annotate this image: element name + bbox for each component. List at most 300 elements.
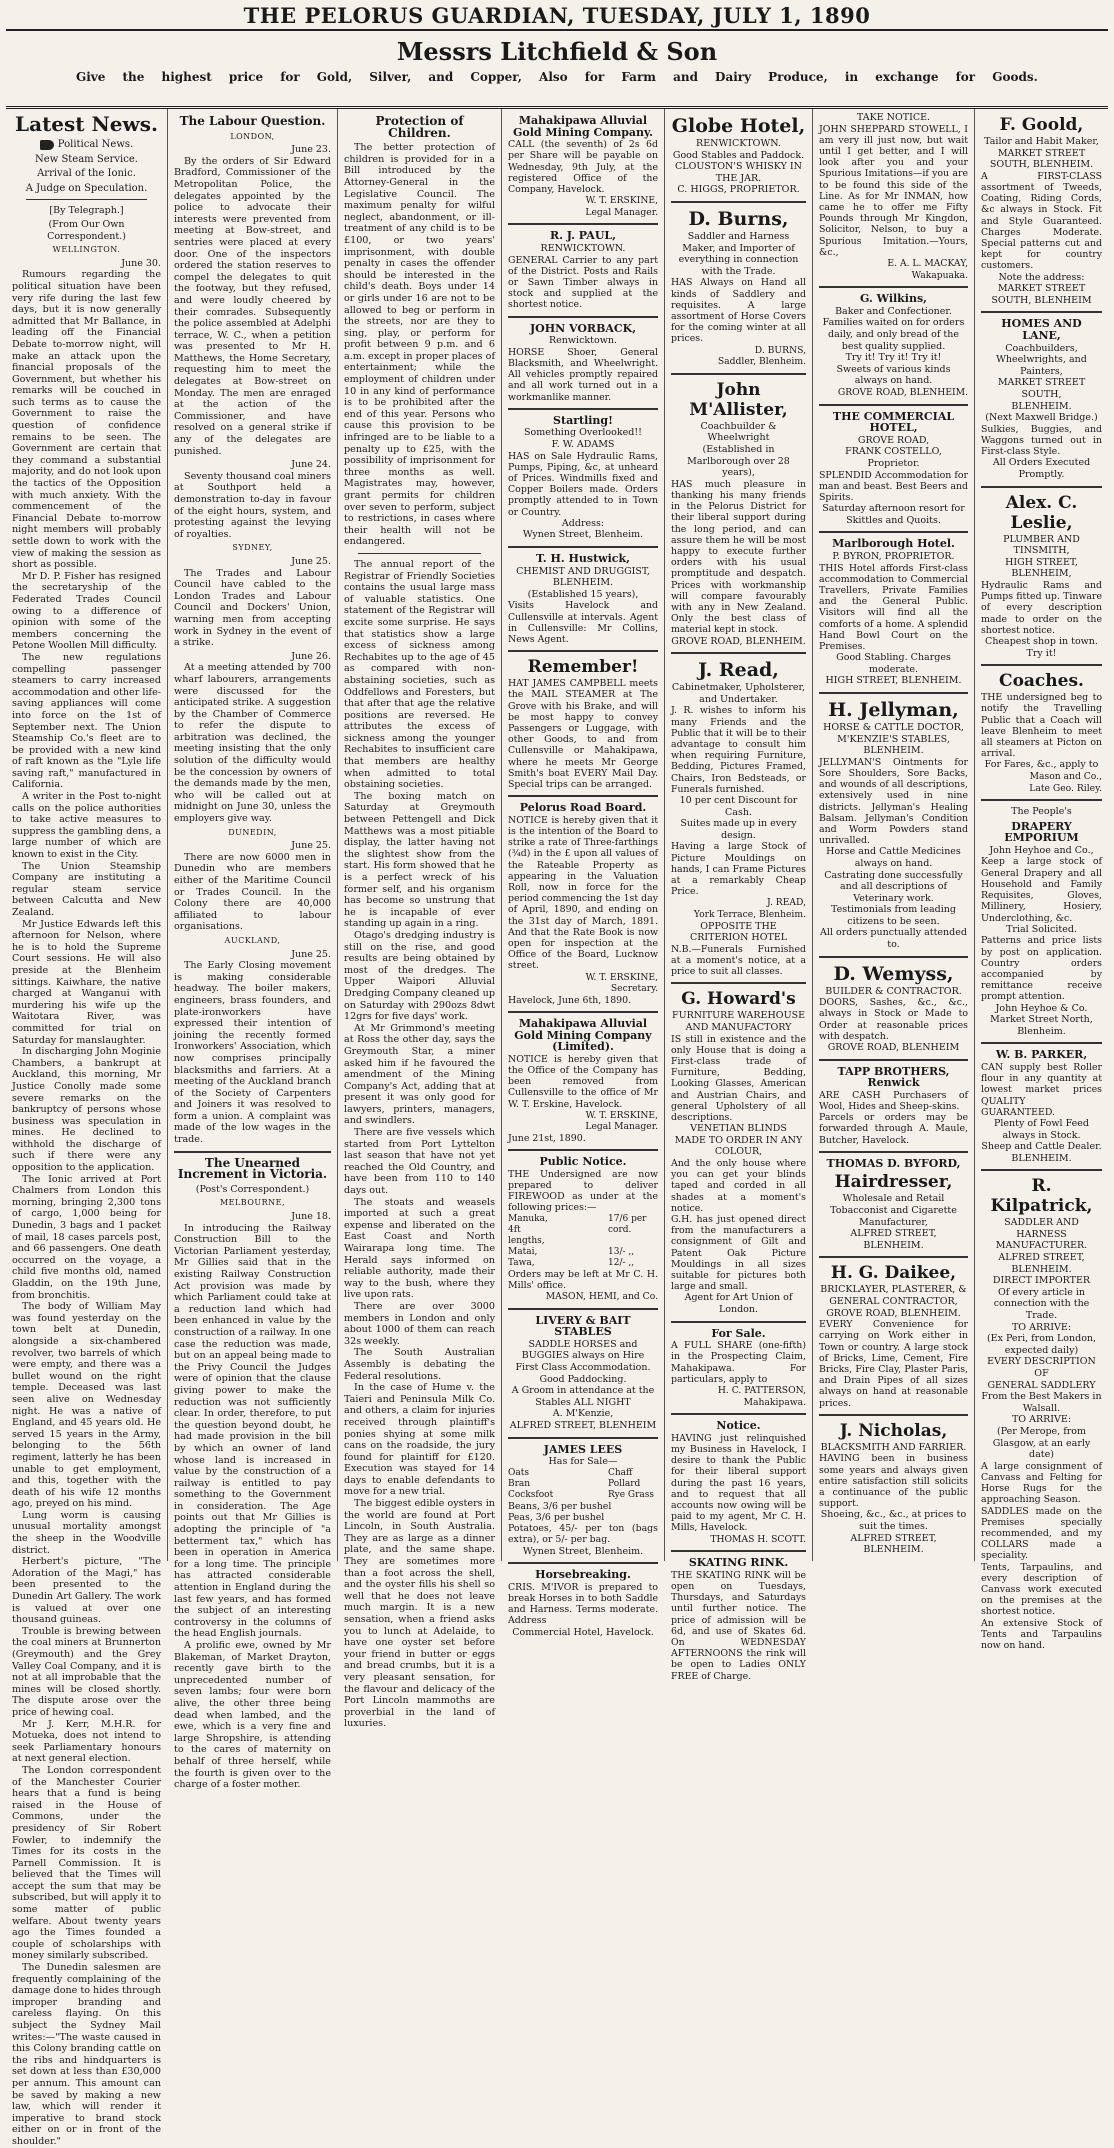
byline: [By Telegraph.]	[49, 205, 124, 217]
ad-title: Globe Hotel,	[671, 115, 806, 137]
ad-subtitle: SADDLER AND HARNESS MANUFACTURER.	[995, 1217, 1088, 1252]
ad-signature: W. T. ERSKINE,	[585, 1109, 658, 1121]
price-value: 12/- ,,	[608, 1257, 635, 1268]
ad-line: Testimonials from leading citizens to be seen.	[831, 904, 956, 927]
ad-line: A Groom in attendance at the Stables ALL NIGHT	[511, 1385, 655, 1408]
ad-text: CALL (the seventh) of 2s 6d per Share will be payable on Wednesday, 9th July, at the registered Office of the Company, Havelock.	[508, 139, 658, 195]
ad-established: (Established in Marlborough over 28 years),	[687, 443, 790, 479]
article-paragraph: Otago's dredging industry is still on the rise, and good results are being obtained by most of the dredges. The Upper Waipori Alluvial Dredging Company cleaned up on Saturday with 290ozs 8dwt 12grs for five days' work.	[344, 929, 495, 1023]
divider	[508, 316, 658, 318]
banner-word: highest	[161, 70, 212, 84]
article-paragraph: At Mr Grimmond's meeting at Ross the other day, says the Greymouth Star, a miner asked him if he favoured the amendment of the Mining Company's Act, adding that at present it was only good for lawyers, printers, managers, and swindlers.	[344, 1022, 495, 1127]
ad-line: Sweets of various kinds always on hand.	[836, 363, 951, 387]
ad-text: NOTICE is hereby given that the Office of the Company has been removed from Cullensville to the office of Mr W. T. Erskine, Havelock.	[508, 1053, 658, 1110]
ad-title: John M'Allister,	[689, 379, 788, 420]
produce-item: Bran	[508, 1478, 531, 1489]
ad-line: Note the address:	[998, 271, 1085, 283]
section-title: Protection of Children.	[375, 114, 464, 140]
divider	[508, 1437, 658, 1439]
ad-subtitle: GROVE ROAD,	[857, 434, 930, 446]
ad-text: Having a large Stock of Picture Mouldings on hands, I can Frame Pictures at a remarkably Cheap Price.	[671, 841, 806, 898]
produce-item: Cocksfoot	[508, 1489, 554, 1500]
dateline-date: June 18.	[291, 1211, 331, 1223]
ad-proprietor: FRANK COSTELLO, Proprietor.	[845, 446, 942, 469]
produce-item: Chaff	[608, 1467, 633, 1478]
divider	[819, 692, 968, 694]
litchfield-banner-ad	[6, 31, 1108, 109]
ad-line: OF	[1034, 1368, 1049, 1379]
ad-title: T. H. Hustwick,	[536, 551, 630, 565]
ad-signature: Mahakipawa.	[743, 1396, 806, 1408]
ad-street: ALFRED STREET, BLENHEIM	[509, 1419, 657, 1431]
banner-word: and	[673, 70, 698, 84]
produce-item: Pollard	[608, 1478, 641, 1489]
ad-subtitle: Cabinetmaker, Upholsterer, and Undertaker.	[671, 682, 806, 705]
ad-line: EVERY DESCRIPTION	[987, 1356, 1096, 1368]
divider	[508, 546, 658, 548]
ad-line: Of every article in connection with the Trade.	[993, 1286, 1090, 1322]
ad-line: Good Stables and Paddock.	[672, 149, 805, 161]
ad-title: R. Kilpatrick,	[990, 1176, 1093, 1217]
ad-text: Tents, Tarpaulins, and every description of Canvass work executed on the premises at the shortest notice.	[981, 1561, 1102, 1618]
banner-tagline	[6, 66, 1108, 84]
banner-word: and	[428, 70, 454, 84]
ad-line: Tobacconist and Cigarette Manufacturer,	[830, 1205, 957, 1228]
ad-text: Visits Havelock and Cullensville at intervals. Agent in Cullensville: Mr Collins, News Agent.	[508, 600, 658, 645]
ad-title: D. Burns,	[688, 207, 789, 230]
ad-text: Hydraulic Rams and Pumps fitted up. Tinware of every description made to order on the shortest notice.	[981, 579, 1102, 636]
ad-title: G. Wilkins,	[860, 292, 927, 306]
ad-text: DOORS, Sashes, &c., &c., always in Stock or Made to Order at reasonable prices with despatch.	[819, 997, 968, 1042]
ad-title: Alex. C. Leslie,	[1005, 492, 1078, 533]
article-paragraph: There are over 3000 members in London and only about 1000 of them can reach 32s weekly.	[344, 1300, 495, 1347]
divider	[819, 956, 968, 958]
ad-text: A FIRST-CLASS assortment of Tweeds, Coating, Riding Cords, &c always in Stock. Fit and Style Guaranteed. Charges Moderate. Special patterns cut and kept for country customers.	[981, 170, 1102, 272]
ad-text: HAVING just relinquished my Business in Havelock, I desire to thank the Public for their liberal support during the past 16 years, and to request that all accounts now owing will be paid to my agent, Mr C. H. Mills, Havelock.	[671, 1432, 806, 1534]
article-paragraph: There are now 6000 men in Dunedin who are members either of the Maritime Council or Trades Council. In the Colony there are 40,000 affiliated to labour organisations.	[174, 851, 331, 933]
section-title: The Unearned Increment in Victoria.	[177, 1155, 328, 1182]
dateline-place: MELBOURNE,	[219, 1198, 286, 1208]
ad-signature: John Heyhoe & Co.	[995, 1002, 1088, 1014]
article-paragraph: The Early Closing movement is making considerable headway. The boiler makers, engineers, brass founders, and plate-ironworkers have expressed their intention of joining the recently formed Ironworkers' Association, which now comprises principally blacksmiths and farriers. At a meeting of the Auckland branch of the Society of Carpenters and Joiners it was resolved to form a union. A complaint was made of the low wages in the trade.	[174, 960, 331, 1146]
price-value: 17/6 per cord.	[608, 1213, 647, 1235]
ad-subtitle: Coachbuilders, Wheelwrights, and Painters,	[996, 342, 1087, 377]
ad-signature: THOMAS H. SCOTT.	[710, 1533, 806, 1545]
divider	[671, 1321, 806, 1323]
ad-title: W. B. PARKER,	[995, 1048, 1088, 1062]
ad-place: BLENHEIM.	[552, 577, 614, 589]
ad-line: Wholesale and Retail	[842, 1193, 945, 1205]
article-paragraph: The body of William May was found yesterday on the town belt at Dunedin, alongside a six-chambered revolver, two barrels of which were empty, and there was a bullet wound on the right temple. Deceased was last seen alive on Wednesday night. He was a native of England, and 45 years old. He served 15 years in the Army, belonging to the 56th regiment, latterly he has been unable to get employment, and this, together with the death of his wife 12 months ago, preyed on his mind.	[12, 1301, 161, 1510]
ad-signature: H. C. PATTERSON,	[717, 1384, 806, 1396]
price-item: Matai,	[508, 1246, 538, 1257]
divider	[819, 1414, 968, 1416]
dateline-place: LONDON,	[230, 131, 275, 141]
firewood-price-list	[508, 1214, 658, 1269]
divider	[671, 373, 806, 375]
divider	[819, 286, 968, 288]
article-paragraph: The better protection of children is provided for in a Bill introduced by the Attorney-General in the Legislative Council. The maximum penalty for wilful neglect, abandonment, or ill-treatment of any child is to be £100, or two years' imprisonment, with double penalty in cases the offender should be interested in the child's death. Boys under 14 or girls under 16 are not to be allowed to beg or perform in the streets, nor are they to sing, play, or perform for profit between 9 p.m. and 6 a.m. except in proper places of entertainment; while the employment of children under 10 in any kind of performance is to be prohibited after the end of this year. Persons who cause this provision to be infringed are to be liable to a penalty up to £25, with the possibility of imprisonment for three months as well. Magistrates may, however, grant permits for children over seven to perform, subject to restrictions, in cases where their health will not be endangered.	[344, 142, 495, 548]
column-protection-of-children	[338, 109, 502, 1730]
ad-line: Saturday afternoon resort for Skittles and Quoits.	[822, 503, 965, 526]
ad-title: Notice.	[716, 1419, 761, 1433]
ad-text: THE undersigned beg to notify the Travelling Public that a Coach will leave Blenheim to meet all steamers at Picton on arrival.	[981, 692, 1102, 760]
ad-title: F. Goold,	[999, 115, 1084, 135]
ad-subtitle: Renwicktown.	[549, 335, 617, 347]
ad-title: Mahakipawa Alluvial Gold Mining Company (Limited).	[514, 1017, 652, 1054]
ad-established: (Established 15 years),	[527, 588, 639, 600]
ad-text: Patterns and price lists by post on application. Country orders accompanied by remittance receive prompt attention.	[981, 935, 1102, 1003]
banner-word: Silver,	[369, 70, 412, 84]
ad-note: (Next Maxwell Bridge.)	[985, 412, 1098, 424]
ad-text: HAVING been in business some years and always given entire satisfaction still solicits a continuance of the public support.	[819, 1453, 968, 1510]
dateline-date: June 26.	[291, 650, 331, 662]
ad-title: Horsebreaking.	[535, 1568, 631, 1582]
ad-line: Sheep and Cattle Dealer.	[981, 1141, 1102, 1153]
ad-subtitle: Baker and Confectioner.	[835, 305, 952, 317]
ad-signature: Legal Manager.	[585, 1121, 658, 1133]
ad-text: An extensive Stock of Tents and Tarpaulins now on hand.	[981, 1617, 1102, 1651]
divider	[671, 1413, 806, 1415]
ad-signature: W. T. ERSKINE,	[585, 971, 658, 983]
ad-street: ALFRED STREET, BLENHEIM.	[998, 1252, 1085, 1275]
banner-word: Gold,	[316, 70, 353, 84]
ad-signature: MASON, HEMI, and Co.	[545, 1291, 658, 1303]
article-paragraph: Trouble is brewing between the coal miners at Brunnerton (Greymouth) and the Grey Valley Coal Company, and it is not at all improbable that the mines will be closed shortly. The dispute arose over the price of hewing coal.	[12, 1625, 161, 1718]
ad-line: 10 per cent Discount for Cash.	[679, 794, 798, 818]
ad-text: THIS Hotel affords First-class accommodation to Commercial Travellers, Private Families and the General Public. Visitors will find all the comforts of a home. A splendid Hand Bowl Court on the Premises.	[819, 562, 968, 652]
ad-text: NOTICE is hereby given that it is the intention of the Board to strike a rate of Three-farthings (¾d) in the £ upon all values of the Rateable Property as appearing in the Valuation Roll, now in force for the period commencing the 1st day of April, 1890, and ending on the 31st day of March, 1891. And that the Rate Book is now open for inspection at the Office of the Board, Lucknow street.	[508, 814, 658, 972]
ad-street: MARKET STREET SOUTH,	[997, 377, 1086, 400]
ad-subtitle: DRAPERY EMPORIUM	[1004, 819, 1079, 845]
ad-name: A. M'Kenzie,	[552, 1408, 614, 1420]
banner-word: for	[955, 70, 976, 84]
article-paragraph: The annual report of the Registrar of Friendly Societies contains the usual large mass of valuable statistics. One statement of the Registrar will excite some surprise. He says that statistics show a large excess of sickness among Rechabites up to the age of 45 as compared with non-abstaining societies, such as Oddfellows and Foresters, but that after that age the relative positions are reversed. He attributes the excess of sickness among the younger Rechabites to insufficient care that members are healthy when admitted to total obstaining societies.	[344, 558, 495, 791]
ad-subtitle: RENWICKTOWN.	[540, 242, 626, 254]
ad-line: Peas, 3/6 per bushel	[508, 1511, 605, 1523]
price-item: Manuka, 4ft lengths,	[508, 1213, 548, 1246]
ad-signature: Secretary.	[610, 983, 658, 995]
article-paragraph: In the case of Hume v. the Taieri and Peninsula Milk Co. and others, a claim for injuries received through plaintiff's ponies shying at some milk cans on the roadside, the jury found for plaintiff for £120. Execution was stayed for 14 days to enable defendants to move for a new trial.	[344, 1382, 495, 1498]
divider	[981, 1169, 1102, 1171]
ad-address: Commercial Hotel, Havelock.	[512, 1626, 654, 1638]
divider	[671, 982, 806, 984]
divider	[819, 531, 968, 533]
ad-line: Potatoes, 45/- per ton (bags extra), or 5/- per bag.	[508, 1523, 658, 1546]
ad-text: Sulkies, Buggies, and Waggons turned out in First-class Style.	[981, 423, 1102, 458]
column-latest-news	[6, 109, 168, 2147]
ad-title: LIVERY & BAIT STABLES	[535, 1313, 631, 1339]
ad-name: F. W. ADAMS	[551, 438, 615, 450]
ad-text: HAT JAMES CAMPBELL meets the MAIL STEAMER at The Grove with his Brake, and will be most happy to convey Passengers or Luggage, with other Goods, to and from Cullensville or Mahakipawa, where he meets Mr George Smith's boat EVERY Mail Day. Special trips can be arranged.	[508, 678, 658, 790]
ad-title: R. J. PAUL,	[550, 229, 616, 243]
ad-line: Agent for Art Union of London.	[684, 1292, 793, 1315]
divider	[981, 311, 1102, 313]
ad-line: C. HIGGS, PROPRIETOR.	[677, 184, 800, 196]
ad-line: TO ARRIVE:	[1011, 1414, 1072, 1426]
ad-title: J. Read,	[698, 659, 779, 682]
ad-line: TO ARRIVE:	[1011, 1321, 1072, 1333]
banner-word: Dairy	[715, 70, 752, 84]
column-advertisements-4	[975, 109, 1108, 1651]
ad-title: Pelorus Road Board.	[519, 801, 647, 815]
pointing-hand-icon	[40, 140, 54, 150]
ad-text: HAS much pleasure in thanking his many friends in the Pelorus District for their liberal support during the long period, and can assure them he will be most happy to execute further orders with his usual promptitude and despatch. Prices with workmanship will compare favourably with any in New Zealand. Only the best class of material kept in stock.	[671, 478, 806, 636]
ad-title: Coaches.	[999, 671, 1084, 692]
banner-word: exchange	[875, 70, 939, 84]
ad-date: Havelock, June 6th, 1890.	[508, 994, 632, 1006]
ad-title: Marlborough Hotel.	[832, 537, 955, 551]
ad-line: Beans, 3/6 per bushel	[508, 1500, 612, 1512]
headline-item: New Steam Service.	[35, 153, 138, 165]
ad-line: MARKET STREET SOUTH, BLENHEIM	[991, 283, 1092, 306]
divider	[819, 404, 968, 406]
divider	[508, 795, 658, 797]
ad-street: GROVE ROAD, BLENHEIM.	[671, 635, 806, 647]
ad-text: HAS on Sale Hydraulic Rams, Pumps, Piping, &c, at unheard of Prices. Windmills fixed and Copper Boilers made. Orders promptly attended to in Town or Country.	[508, 450, 658, 518]
article-paragraph: The new regulations compelling passenger steamers to carry increased accommodation and other life-saving appliances will come into force on the 1st of September next. The Union Steamship Co.'s fleet are to be provided with a new kind of raft known as the "Lyle life saving raft," manufactured in California.	[12, 651, 161, 791]
section-title: Latest News.	[15, 112, 158, 136]
ad-title: JOHN VORBACK,	[529, 321, 637, 335]
ad-proprietor: P. BYRON, PROPRIETOR.	[832, 550, 955, 562]
ad-text: A FULL SHARE (one-fifth) in the Prospecting Claim, Mahakipawa. For particulars, apply to	[671, 1340, 806, 1385]
ad-line: Families waited on for orders daily, and only bread of the best quality supplied.	[822, 317, 965, 352]
ad-subtitle: M'KENZIE'S STABLES, BLENHEIM.	[837, 733, 950, 757]
column-advertisements-2	[665, 109, 813, 1682]
ad-text: A large consignment of Canvass and Felting for Horse Rugs for the approaching Season.	[981, 1460, 1102, 1506]
dateline-date: June 24.	[291, 459, 331, 471]
ad-date: June 21st, 1890.	[508, 1133, 586, 1145]
ad-subtitle: RENWICKTOWN.	[696, 138, 781, 149]
divider	[981, 799, 1102, 801]
ad-street: GROVE ROAD, BLENHEIM	[827, 1042, 960, 1054]
dateline-place: WELLINGTON.	[52, 245, 121, 255]
divider	[671, 1550, 806, 1552]
ad-subtitle: BLACKSMITH AND FARRIER.	[820, 1441, 967, 1453]
ad-text: HAS Always on Hand all kinds of Saddlery and requisites. A large assortment of Horse Covers for the coming winter at all prices.	[671, 277, 806, 345]
dateline-date: June 25.	[291, 555, 331, 567]
ad-title: H. Jellyman,	[828, 698, 959, 721]
column-advertisements-1	[502, 109, 665, 1638]
article-paragraph: At a meeting attended by 700 wharf labourers, arrangements were discussed for the anticipated strike. A suggestion by the Chamber of Commerce to refer the dispute to arbitration was declined, the meeting insisting that the only solution of the difficulty would be the concession by owners of the demands made by the men, who will be called out at midnight on June 30, unless the employers give way.	[174, 662, 331, 825]
banner-firm-name: Messrs Litchfield & Son	[396, 37, 718, 66]
banner-word: in	[844, 70, 859, 84]
ad-place: BLENHEIM.	[1011, 400, 1072, 412]
ad-title: THOMAS D. BYFORD,	[826, 1156, 961, 1170]
ad-text: And the only house where you can get your blinds taped and corded in all shades at a moment's notice.	[671, 1157, 806, 1214]
article-paragraph: Seventy thousand coal miners at Southport held a demonstration to-day in favour of the eight hours, system, and protesting against the levying of royalties.	[174, 470, 331, 540]
ad-text: JOHN SHEPPARD STOWELL, I am very ill just now, but wait until I get better, and I will look after you and your Spurious Imitations—if you are to be found this side of the Line. As for Mr INMAN, how came he to offer me Fifty Pounds through Mr Kingdon, Solicitor, Nelson, to buy a Spurious Imitation.—Yours, &c.,	[819, 123, 968, 258]
ad-line: Try it!	[1026, 647, 1057, 659]
article-paragraph: A prolific ewe, owned by Mr Blakeman, of Market Drayton, recently gave birth to the unprecedented number of seven lambs; four were born alive, the other three being dead when lambed, and the ewe, which is a very fine and large Shropshire, is attending to the cares of maternity on behalf of three herself, while the fourth is given over to the charge of a foster mother.	[174, 1640, 331, 1791]
ad-street: GROVE ROAD, BLENHEIM.	[837, 386, 968, 398]
dateline-date: June 23.	[291, 144, 331, 156]
ad-line: Try it! Try it! Try it!	[845, 352, 942, 364]
ad-street: ALFRED STREET, BLENHEIM.	[850, 1228, 937, 1251]
ad-signature: E. A. L. MACKAY,	[887, 258, 968, 270]
ad-title: D. Wemyss,	[833, 962, 954, 985]
ad-subtitle: BRICKLAYER, PLASTERER, & GENERAL CONTRACTOR,	[820, 1284, 967, 1308]
article-paragraph: The Ionic arrived at Port Chalmers from London this morning, bringing 2,300 tons of cargo, 1,000 being for Dunedin, 3 bags and 1 packet of mail, 18 cases parcels post, and 66 passengers. One death occurred on the voyage, a child five months old, named Gladdin, on the 19th June, from bronchitis.	[12, 1173, 161, 1301]
ad-signature: J. READ,	[766, 897, 806, 909]
ad-text: Parcels or orders may be forwarded through A. Maule, Butcher, Havelock.	[819, 1112, 968, 1146]
ad-title: J. Nicholas,	[839, 1420, 948, 1441]
banner-word: for	[280, 70, 300, 84]
ad-line: All orders punctually attended to.	[820, 927, 967, 951]
ad-line: (Ex Peri, from London, expected daily)	[986, 1333, 1097, 1356]
ad-subtitle: Hairdresser,	[834, 1172, 953, 1193]
ad-text: EVERY Convenience for carrying on Work either in Town or country. A large stock of Bricks, Lime, Cement, Fire Bricks, Fire Clay, Plaster Paris, and Drain Pipes of all sizes always on hand at reasonable prices.	[819, 1319, 968, 1409]
banner-word: Farm	[621, 70, 656, 84]
ad-address-label: Address:	[561, 517, 605, 529]
article-paragraph: The South Australian Assembly is debating the Federal resolutions.	[344, 1347, 495, 1382]
ad-title: G. Howard's	[681, 989, 796, 1010]
ad-heading: VENETIAN BLINDS	[690, 1123, 787, 1135]
ad-signature: York Terrace, Blenheim.	[693, 908, 806, 920]
divider	[819, 1256, 968, 1258]
column-advertisements-3	[813, 109, 975, 1561]
ad-text: Keep a large stock of General Drapery and all Household and Family Requisites, Gloves, Millinery, Hosiery, Underclothing, &c.	[981, 856, 1102, 924]
divider	[508, 1011, 658, 1013]
ad-title: TAKE NOTICE.	[856, 112, 931, 123]
divider	[508, 408, 658, 410]
ad-title: HOMES AND LANE,	[1001, 317, 1082, 342]
ad-line: (Per Merope, from Glasgow, at an early date)	[992, 1425, 1091, 1461]
masthead: THE PELORUS GUARDIAN, TUESDAY, JULY 1, 1890	[6, 0, 1108, 31]
ad-subtitle: Something Overlooked!!	[524, 427, 642, 439]
dateline-place: SYDNEY,	[232, 543, 273, 553]
ad-title: Mahakipawa Alluvial Gold Mining Company.	[513, 114, 653, 139]
ad-subtitle: Tailor and Habit Maker,	[984, 136, 1099, 147]
ad-signature: Saddler, Blenheim.	[717, 356, 806, 368]
ad-street: GROVE ROAD, BLENHEIM.	[826, 1307, 961, 1319]
headline-item: A Judge on Speculation.	[25, 182, 148, 194]
ad-street: Wynen Street, Blenheim.	[522, 1545, 644, 1557]
ad-text: SADDLES made on the Premises specially recommended, and my COLLARS made a speciality.	[981, 1505, 1102, 1562]
divider	[174, 1151, 331, 1153]
divider	[358, 553, 481, 554]
ad-line: Good Stabling. Charges moderate.	[836, 652, 951, 675]
produce-item: Oats	[508, 1467, 529, 1478]
divider	[508, 1562, 658, 1564]
ad-line: Shoeing, &c., &c., at prices to suit the times.	[820, 1509, 967, 1533]
ad-text: THE SKATING RINK will be open on Tuesdays, Thursdays, and Saturdays until further notice. The price of admission will be 6d, and use of Skates 6d. On WEDNESDAY AFTERNOONS the rink will be open to Ladies ONLY FREE of Charge.	[671, 1569, 806, 1682]
banner-word: Also	[539, 70, 568, 84]
ad-text: HORSE Shoer, General Blacksmith, and Wheelwright. All vehicles promptly repaired and all work turned out in a workmanlike manner.	[508, 346, 658, 403]
ad-signature: Legal Manager.	[585, 206, 658, 218]
ad-title: H. G. Daikee,	[830, 1263, 957, 1284]
ad-subtitle: John Heyhoe and Co.,	[989, 844, 1094, 856]
ad-signature: Late Geo. Riley.	[1029, 782, 1102, 794]
ad-line: CLOUSTON'S WHISKY IN THE JAR.	[675, 161, 802, 184]
columns	[6, 109, 1108, 2147]
ad-place: BLENHEIM.	[1011, 1152, 1072, 1164]
ad-text: N.B.—Funerals Furnished at a moment's notice, at a price to suit all classes.	[671, 943, 806, 978]
banner-word: Produce,	[768, 70, 828, 84]
article-paragraph: There are five vessels which started from Port Lyttelton last season that have not yet reached the Old Country, and have been from 110 to 140 days out.	[344, 1127, 495, 1197]
divider	[819, 1059, 968, 1061]
banner-word: the	[122, 70, 145, 84]
produce-item: Rye Grass	[608, 1489, 654, 1500]
ad-text: CRIS. M'IVOR is prepared to break Horses in to both Saddle and Harness. Terms moderate. Address	[508, 1581, 658, 1627]
ad-line: For Fares, &c., apply to	[984, 759, 1099, 771]
column-labour-question	[168, 109, 338, 1791]
ad-subtitle: PLUMBER AND TINSMITH,	[1003, 533, 1080, 557]
ad-title: JAMES LEES	[543, 1442, 623, 1456]
ad-subtitle: FURNITURE WAREHOUSE	[671, 1010, 806, 1022]
article-paragraph: In introducing the Railway Construction Bill to the Victorian Parliament yesterday, Mr Gillies said that in the existing Railway Construction Act provision was made by which Parliament could take at a reduction land which had been enhanced in value by the construction of a railway. In one case the reduction was made, but on an appeal being made to the Privy Council the Judges were of opinion that the clause giving power to make the reduction was not sufficiently clear. In order, therefore, to put the question beyond doubt, he had made provision in the bill by which an owner of land whose land is increased in value by the construction of a railway is entitled to pay something to the Government in consideration. The Age points out that Mr Gillies is adopting the principle of "a betterment tax," which has been in operation in America for a long time. The principle has attracted considerable attention in England during the last few years, and has formed the subject of an interesting controversy in the columns of the head English journals.	[174, 1222, 331, 1640]
article-paragraph: In discharging John Moginie Chambers, a bankrupt at Auckland, this morning, Mr Justice Conolly made some severe remarks on the bankruptcy of persons whose business was speculation in mines. He declined to withhold the discharge of such if there were any opposition to the application.	[12, 1046, 161, 1174]
ad-line: Castrating done successfully and all descriptions of Veterinary work.	[824, 869, 963, 904]
ad-title: TAPP BROTHERS, Renwick	[837, 1064, 950, 1090]
ad-line: GENERAL SADDLERY	[987, 1379, 1096, 1391]
ad-street: ALFRED STREET, BLENHEIM.	[850, 1532, 937, 1556]
ad-text: CAN supply best Roller flour in any quantity at lowest market prices QUALITY GUARANTEED.	[981, 1061, 1102, 1118]
article-paragraph: The Trades and Labour Council have cabled to the London Trades and Labour Council and Dockers' Union, warning men from accepting work in Sydney in the event of a strike.	[174, 567, 331, 649]
article-paragraph: Mr J. Kerr, M.H.R. for Motueka, does not intend to seek Parliamentary honours at next general election.	[12, 1718, 161, 1765]
ad-signature: D. BURNS,	[754, 344, 806, 356]
divider	[981, 664, 1102, 666]
dateline-place: AUCKLAND,	[224, 935, 281, 945]
price-value: 13/- ,,	[608, 1246, 635, 1257]
divider	[26, 199, 147, 200]
ad-street: Wynen Street, Blenheim.	[522, 529, 644, 541]
ad-title: Remember!	[527, 657, 639, 678]
article-paragraph: The Union Steamship Company are instituting a regular steam service between Calcutta and New Zealand.	[12, 860, 161, 918]
ad-line: Suites made up in every design.	[680, 818, 797, 841]
headline-item: Political News.	[12, 139, 161, 151]
ad-text: Orders may be left at Mr C. H. Mills' office.	[508, 1268, 658, 1291]
ad-street: HIGH STREET, BLENHEIM,	[1005, 556, 1078, 580]
article-paragraph: Lung worm is causing unusual mortality amongst the sheep in the Woodville district.	[12, 1509, 161, 1556]
article-paragraph: The biggest edible oysters in the world are found at Port Lincoln, in South Australia. They are as large as a dinner plate, and the same shape. They are sometimes more than a foot across the shell, and the oyster fills his shell so well that he does not leave much margin. It is a new sensation, when a friend asks you to lunch at Adelaide, to have one oyster set before your friend in butter or eggs and bread crumbs, but it is a very pleasant sensation, for the flavour and delicacy of the Port Lincoln mammoths are proverbial in the land of luxuries.	[344, 1498, 495, 1730]
ad-line: First Class Accommodation.	[515, 1362, 651, 1373]
headline-item: Arrival of the Ionic.	[37, 168, 136, 180]
ad-signature: Mason and Co.,	[1029, 770, 1102, 782]
ad-title: The People's	[1011, 806, 1072, 818]
ad-subtitle: CHEMIST AND DRUGGIST,	[516, 565, 650, 577]
ad-line: OPPOSITE THE CRITERION HOTEL	[689, 920, 788, 944]
dateline-place: DUNEDIN,	[228, 827, 277, 837]
ad-subtitle: BUILDER & CONTRACTOR.	[825, 985, 962, 997]
divider	[508, 223, 658, 225]
correspondent-line: (Post's Correspondent.)	[195, 1183, 310, 1195]
ad-title: For Sale.	[711, 1326, 766, 1340]
banner-word: for	[584, 70, 605, 84]
ad-line: All Orders Executed Promptly.	[992, 457, 1091, 480]
price-item: Tawa,	[508, 1257, 535, 1268]
ad-subtitle: Coachbuilder & Wheelwright	[700, 420, 777, 444]
ad-line: MADE TO ORDER IN ANY COLOUR,	[674, 1134, 803, 1158]
banner-word: Give	[76, 70, 106, 84]
correspondent-line: (From Our Own Correspondent.)	[47, 218, 126, 242]
article-paragraph: The stoats and weasels imported at such a great expense and liberated on the East Coast and North Wairarapa long time. The Herald says informed on reliable authority, made their way to the bush, where they live upon rats.	[344, 1196, 495, 1301]
ad-line: Good Paddocking.	[539, 1373, 627, 1385]
dateline-date: June 25.	[291, 948, 331, 960]
ad-text: J. R. wishes to inform his many Friends and the Public that it will be to their advantage to consult him when requiring Furniture, Bedding, Pictures Framed, Chairs, Iron Bedsteads, or Funerals furnished.	[671, 705, 806, 795]
ad-subtitle: AND MANUFACTORY	[685, 1021, 792, 1033]
dateline-date: June 25.	[291, 840, 331, 852]
ad-subtitle: Saddler and Harness Maker, and Importer of everything in connection with the Trade.	[678, 230, 799, 277]
dateline-date: June 30.	[121, 257, 161, 269]
divider	[671, 201, 806, 203]
ad-text: SADDLE HORSES and BUGGIES always on Hire	[521, 1338, 645, 1362]
ad-street: Market Street North, Blenheim.	[990, 1014, 1093, 1037]
ad-text: GENERAL Carrier to any part of the District. Posts and Rails or Sawn Timber always in stock and supplied at the shortest notice.	[508, 254, 658, 311]
ad-text: JELLYMAN'S Ointments for Sore Shoulders, Sore Backs, and wounds of all descriptions, extensively used in nine districts. Jellyman's Healing Balsam. Jellyman's Condition and Worm Powders stand unrivalled.	[819, 756, 968, 847]
divider	[981, 1042, 1102, 1044]
ad-subtitle: HORSE & CATTLE DOCTOR,	[823, 721, 964, 733]
